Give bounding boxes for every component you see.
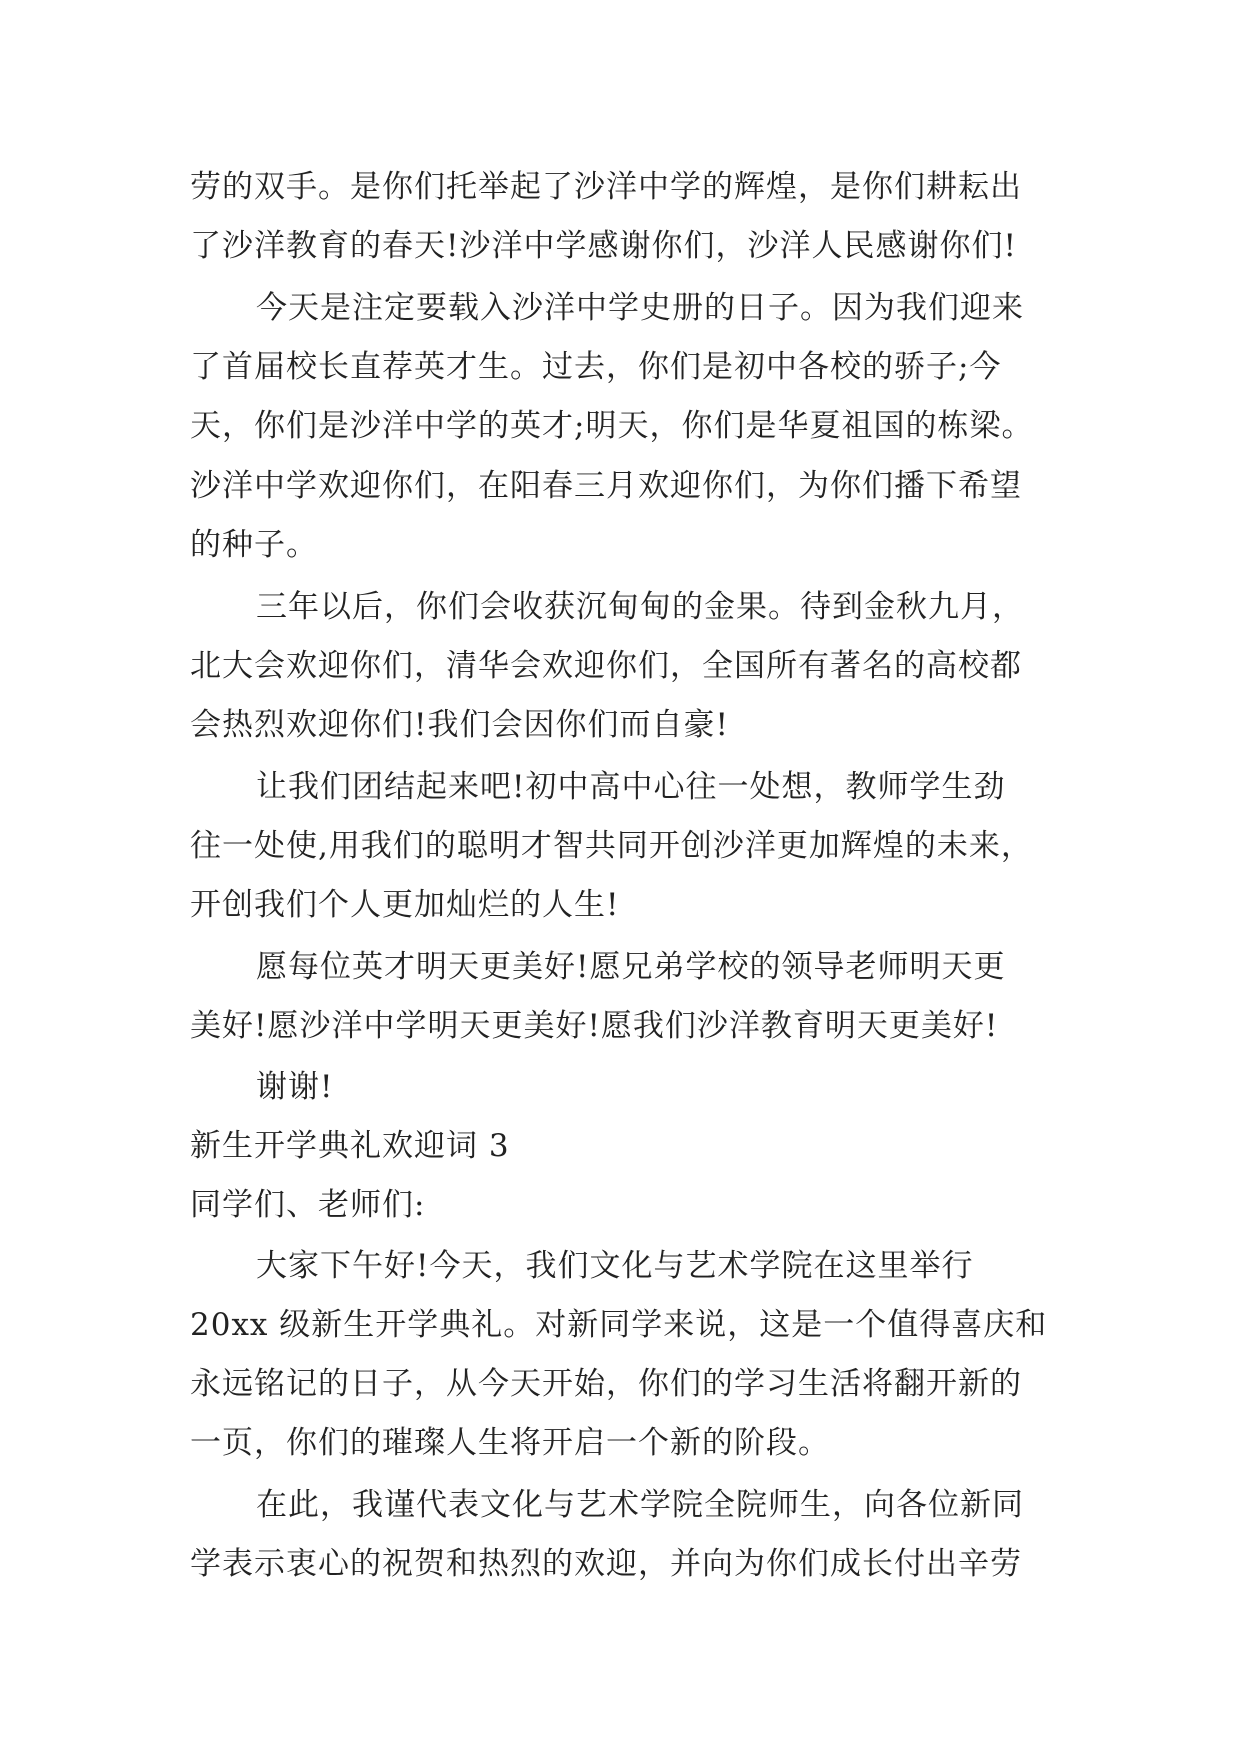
text-line-10: 会热烈欢迎你们!我们会因你们而自豪!: [190, 707, 729, 743]
text-line-23: 在此，我谨代表文化与艺术学院全院师生，向各位新同: [256, 1487, 1024, 1523]
text-line-13: 开创我们个人更加灿烂的人生!: [190, 887, 620, 923]
text-line-16: 谢谢!: [256, 1069, 334, 1105]
text-line-19: 大家下午好!今天，我们文化与艺术学院在这里举行: [256, 1248, 974, 1284]
text-line-14: 愿每位英才明天更美好!愿兄弟学校的领导老师明天更: [256, 949, 1006, 985]
text-line-20: 20xx 级新生开学典礼。对新同学来说，这是一个值得喜庆和: [190, 1307, 1048, 1343]
text-line-9: 北大会欢迎你们，清华会欢迎你们，全国所有著名的高校都: [190, 648, 1022, 684]
text-line-2: 了沙洋教育的春天!沙洋中学感谢你们，沙洋人民感谢你们!: [190, 228, 1017, 264]
text-line-15: 美好!愿沙洋中学明天更美好!愿我们沙洋教育明天更美好!: [190, 1008, 999, 1044]
salutation: 同学们、老师们:: [190, 1187, 426, 1223]
text-line-5: 天，你们是沙洋中学的英才;明天，你们是华夏祖国的栋梁。: [190, 408, 1034, 444]
text-line-24: 学表示衷心的祝贺和热烈的欢迎，并向为你们成长付出辛劳: [190, 1546, 1022, 1582]
text-line-11: 让我们团结起来吧!初中高中心往一处想，教师学生劲: [256, 769, 1006, 805]
text-line-3: 今天是注定要载入沙洋中学史册的日子。因为我们迎来: [256, 290, 1024, 326]
text-line-12: 往一处使,用我们的聪明才智共同开创沙洋更加辉煌的未来，: [190, 828, 1033, 864]
text-line-21: 永远铭记的日子，从今天开始，你们的学习生活将翻开新的: [190, 1366, 1022, 1402]
text-line-7: 的种子。: [190, 527, 318, 563]
text-line-8: 三年以后，你们会收获沉甸甸的金果。待到金秋九月，: [256, 589, 1024, 625]
text-line-1: 劳的双手。是你们托举起了沙洋中学的辉煌，是你们耕耘出: [190, 169, 1022, 205]
text-line-4: 了首届校长直荐英才生。过去，你们是初中各校的骄子;今: [190, 349, 1002, 385]
section-heading: 新生开学典礼欢迎词 3: [190, 1128, 510, 1164]
text-line-22: 一页，你们的璀璨人生将开启一个新的阶段。: [190, 1425, 830, 1461]
text-line-6: 沙洋中学欢迎你们，在阳春三月欢迎你们，为你们播下希望: [190, 468, 1022, 504]
